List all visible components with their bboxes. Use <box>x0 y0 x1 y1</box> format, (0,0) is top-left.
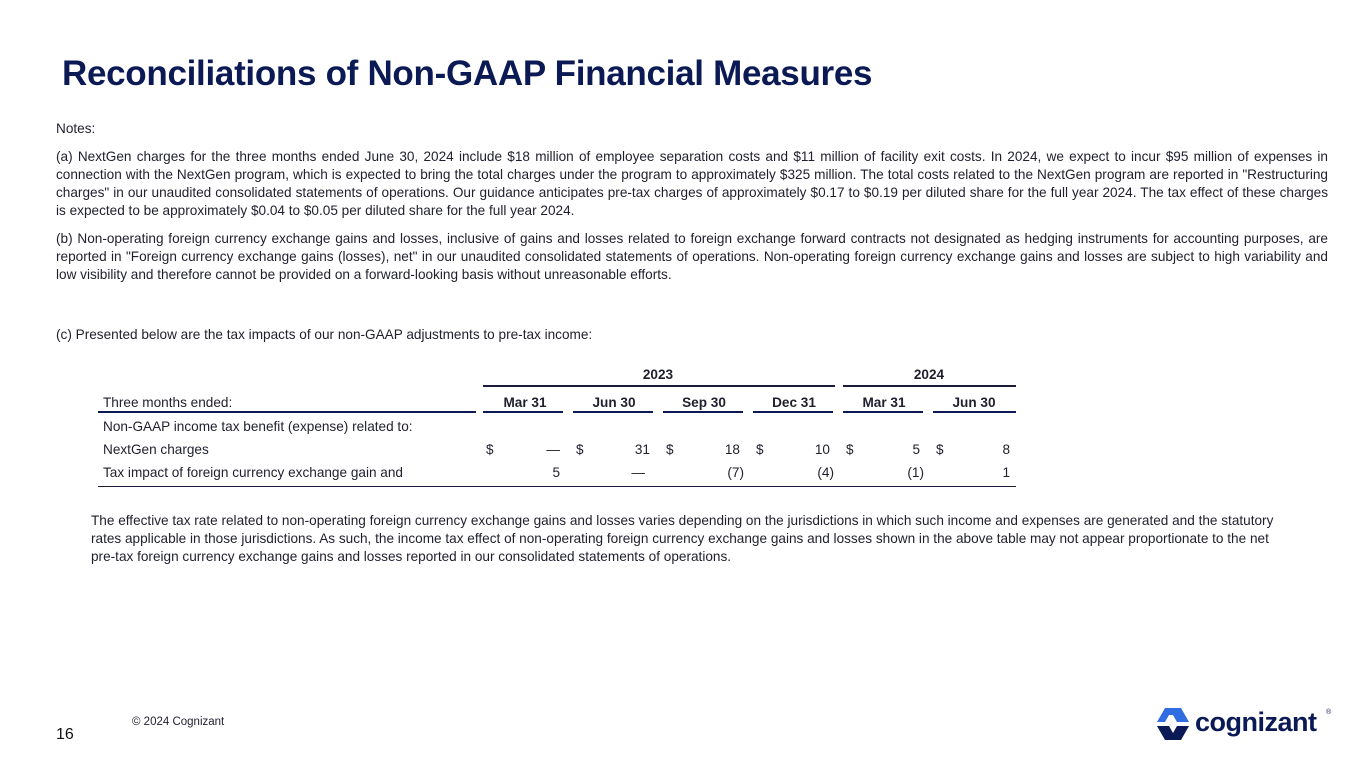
dollar-sign: $ <box>756 442 764 457</box>
table-cell: — <box>631 465 645 480</box>
row-label-nextgen: NextGen charges <box>103 442 209 457</box>
notes-label: Notes: <box>56 121 96 136</box>
note-b: (b) Non-operating foreign currency exchange gains and losses, inclusive of gains and losses related to foreign exchange forward contracts not designated as hedging instruments for accounting purposes, are reported in "Foreign currency exchange gains (losses), net" in our unaudited consolidated statements of operations. Non-operating foreign currency exchange gains and losses are subject to high variability and low visibility and therefore cannot be provided on a forward-looking basis without unreasonable efforts. <box>56 231 1328 282</box>
quarter-rule <box>933 411 1016 413</box>
header-label: Three months ended: <box>103 395 233 410</box>
table-bottom-rule <box>98 486 1016 487</box>
table-cell: — <box>546 442 560 457</box>
table-cell: 8 <box>1002 442 1010 457</box>
row-label-fx: Tax impact of foreign currency exchange gain and <box>103 465 403 480</box>
registered-mark: ® <box>1326 709 1332 716</box>
quarter-rule <box>753 411 833 413</box>
quarter-rule <box>663 411 743 413</box>
quarter-header: Sep 30 <box>682 395 726 410</box>
cognizant-logo <box>1155 706 1335 742</box>
quarter-header: Jun 30 <box>592 395 636 410</box>
tax-impact-table <box>98 365 1016 489</box>
logo-wordmark: cognizant <box>1195 707 1317 737</box>
note-c: (c) Presented below are the tax impacts of our non-GAAP adjustments to pre-tax income: <box>56 327 593 342</box>
year-rule-2024 <box>843 385 1016 387</box>
table-cell: (1) <box>907 465 924 480</box>
note-a: (a) NextGen charges for the three months ended June 30, 2024 include $18 million of employee separation costs and $11 million of facility exit costs. In 2024, we expect to incur $95 million of expenses in connection with the NextGen program, which is expected to bring the total charges under the program to approximately $325 million. The total costs related to the NextGen program are reported in "Restructuring charges" in our unaudited consolidated statements of operations. Our guidance anticipates pre-tax charges of approximately $0.17 to $0.19 per diluted share for the full year 2024. The tax effect of these charges is expected to be approximately $0.04 to $0.05 per diluted share for the full year 2024. <box>56 149 1328 218</box>
page-number: 16 <box>56 726 74 743</box>
section-label: Non-GAAP income tax benefit (expense) related to: <box>103 419 413 434</box>
dollar-sign: $ <box>936 442 944 457</box>
footnote-text: The effective tax rate related to non-operating foreign currency exchange gains and losses varies depending on the jurisdictions in which such income and expenses are generated and the statutory rates applicable in those jurisdictions. As such, the income tax effect of non-operating foreign currency exchange gains and losses shown in the above table may not appear proportionate to the net pre-tax foreign currency exchange gains and losses reported in our consolidated statements of operations. <box>91 513 1274 564</box>
dollar-sign: $ <box>666 442 674 457</box>
cognizant-mark-icon <box>1155 706 1191 742</box>
table-cell: 1 <box>1002 465 1010 480</box>
table-cell: 18 <box>724 442 740 457</box>
quarter-header: Mar 31 <box>862 395 906 410</box>
table-cell: 10 <box>814 442 830 457</box>
dollar-sign: $ <box>486 442 494 457</box>
quarter-header: Jun 30 <box>952 395 996 410</box>
table-cell: (7) <box>727 465 744 480</box>
quarter-header: Dec 31 <box>772 395 816 410</box>
year-header-2024: 2024 <box>913 367 945 382</box>
dollar-sign: $ <box>576 442 584 457</box>
year-rule-2023 <box>483 385 835 387</box>
notes-section <box>56 120 1328 284</box>
quarter-rule <box>483 411 563 413</box>
year-header-2023: 2023 <box>642 367 674 382</box>
label-header-rule <box>98 411 476 413</box>
table-cell: 5 <box>912 442 920 457</box>
table-cell: (4) <box>817 465 834 480</box>
quarter-rule <box>573 411 653 413</box>
table-cell: 5 <box>552 465 560 480</box>
page-title: Reconciliations of Non-GAAP Financial Measures <box>62 54 873 93</box>
table-cell: 31 <box>634 442 650 457</box>
quarter-header: Mar 31 <box>503 395 547 410</box>
copyright: © 2024 Cognizant <box>132 716 225 728</box>
dollar-sign: $ <box>846 442 854 457</box>
tax-rate-footnote <box>91 512 1281 566</box>
quarter-rule <box>843 411 923 413</box>
